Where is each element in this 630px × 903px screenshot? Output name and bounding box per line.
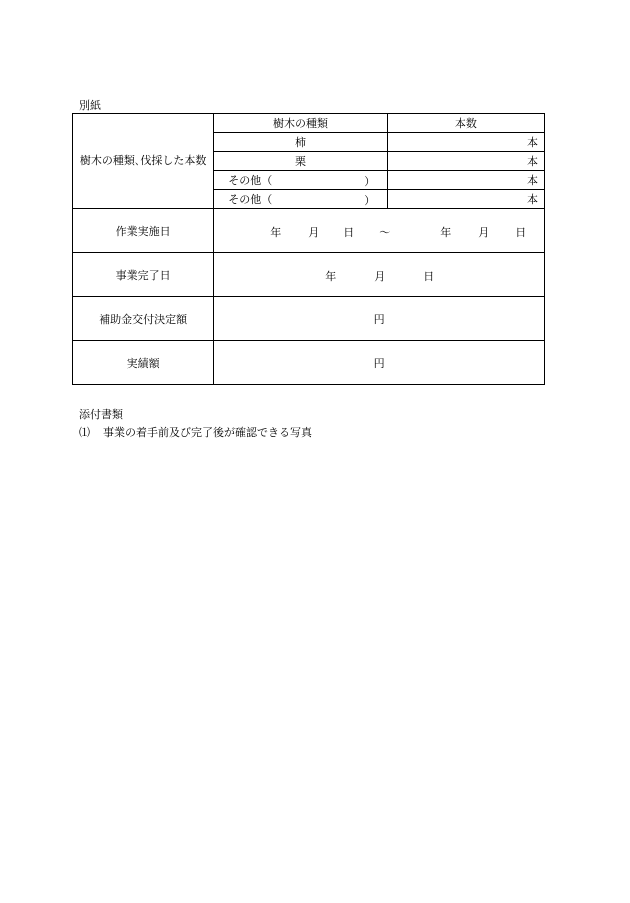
attachment-text: 事業の着手前及び完了後が確認できる写真 [103,426,312,439]
page-heading: 別紙 [79,99,101,112]
actual-label: 実績額 [73,341,214,385]
species-other-2[interactable] [214,190,387,209]
count-kaki[interactable]: 本 [387,133,544,152]
attachment-number: ⑴ [79,426,90,439]
col-species-header: 樹木の種類 [214,114,387,133]
species-other-1[interactable] [214,171,387,190]
other-open-label: その他（ [228,193,273,206]
attachment-item [79,424,312,440]
subsidy-unit: 円 [373,312,385,326]
work-date-year2: 年 [440,225,452,239]
species-kuri: 栗 [214,152,387,171]
species-count-label: 樹木の種類､伐採した本数 [73,114,214,209]
completion-label: 事業完了日 [73,253,214,297]
col-count-header: 本数 [387,114,544,133]
work-date-year1: 年 [270,225,282,239]
work-date-field[interactable] [214,209,545,253]
completion-year: 年 [325,269,337,283]
work-date-day1: 日 [343,225,355,239]
other-close-paren: ） [364,194,376,207]
count-kuri[interactable]: 本 [387,152,544,171]
other-open-label: その他（ [228,174,273,187]
work-date-tilde: 〜 [379,225,391,239]
other-close-paren: ） [364,175,376,188]
actual-unit: 円 [373,356,385,370]
completion-date-field[interactable] [214,253,545,297]
species-kaki: 柿 [214,133,387,152]
actual-amount-field[interactable] [214,341,545,385]
work-date-day2: 日 [515,225,527,239]
completion-day: 日 [423,269,435,283]
subsidy-amount-field[interactable] [214,297,545,341]
subsidy-label: 補助金交付決定額 [73,297,214,341]
attachments-title: 添付書類 [79,408,123,421]
work-date-month2: 月 [478,225,490,239]
work-date-label: 作業実施日 [73,209,214,253]
completion-month: 月 [374,269,386,283]
count-other-1[interactable]: 本 [387,171,544,190]
harvest-form-table [72,113,545,385]
work-date-month1: 月 [308,225,320,239]
count-other-2[interactable]: 本 [387,190,544,209]
